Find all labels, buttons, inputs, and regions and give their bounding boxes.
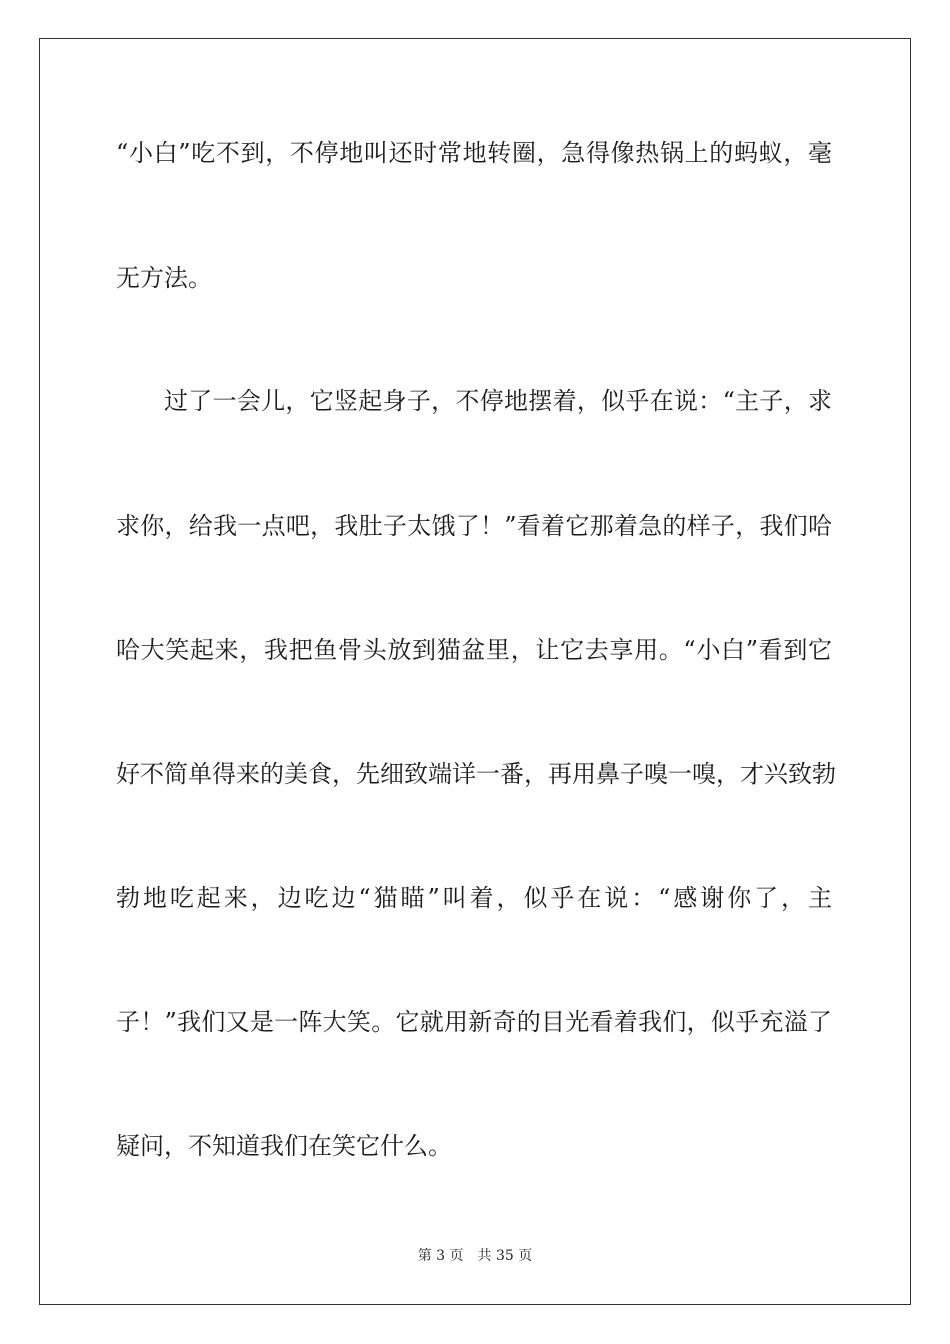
body-text-line-7: 勃地吃起来，边吃边“猫瞄”叫着，似乎在说：“感谢你了，主 bbox=[116, 884, 832, 912]
body-text-line-2: 无方法。 bbox=[116, 264, 212, 292]
body-text-line-5: 哈大笑起来，我把鱼骨头放到猫盆里，让它去享用。“小白”看到它 bbox=[116, 636, 832, 664]
body-text-line-6: 好不简单得来的美食，先细致端详一番，再用鼻子嗅一嗅，才兴致勃 bbox=[116, 760, 836, 788]
body-text-line-4: 求你，给我一点吧，我肚子太饿了！”看着它那着急的样子，我们哈 bbox=[116, 512, 832, 540]
body-text-line-3: 过了一会儿，它竖起身子，不停地摆着，似乎在说：“主子，求 bbox=[164, 387, 832, 415]
body-text-line-1: “小白”吃不到，不停地叫还时常地转圈，急得像热锅上的蚂蚁，毫 bbox=[116, 139, 832, 167]
body-text-line-9: 疑问，不知道我们在笑它什么。 bbox=[116, 1132, 452, 1160]
page-frame bbox=[39, 38, 911, 1305]
page-number-footer: 第 3 页 共 35 页 bbox=[417, 1248, 533, 1264]
body-text-line-8: 子！”我们又是一阵大笑。它就用新奇的目光看着我们，似乎充溢了 bbox=[116, 1008, 832, 1036]
